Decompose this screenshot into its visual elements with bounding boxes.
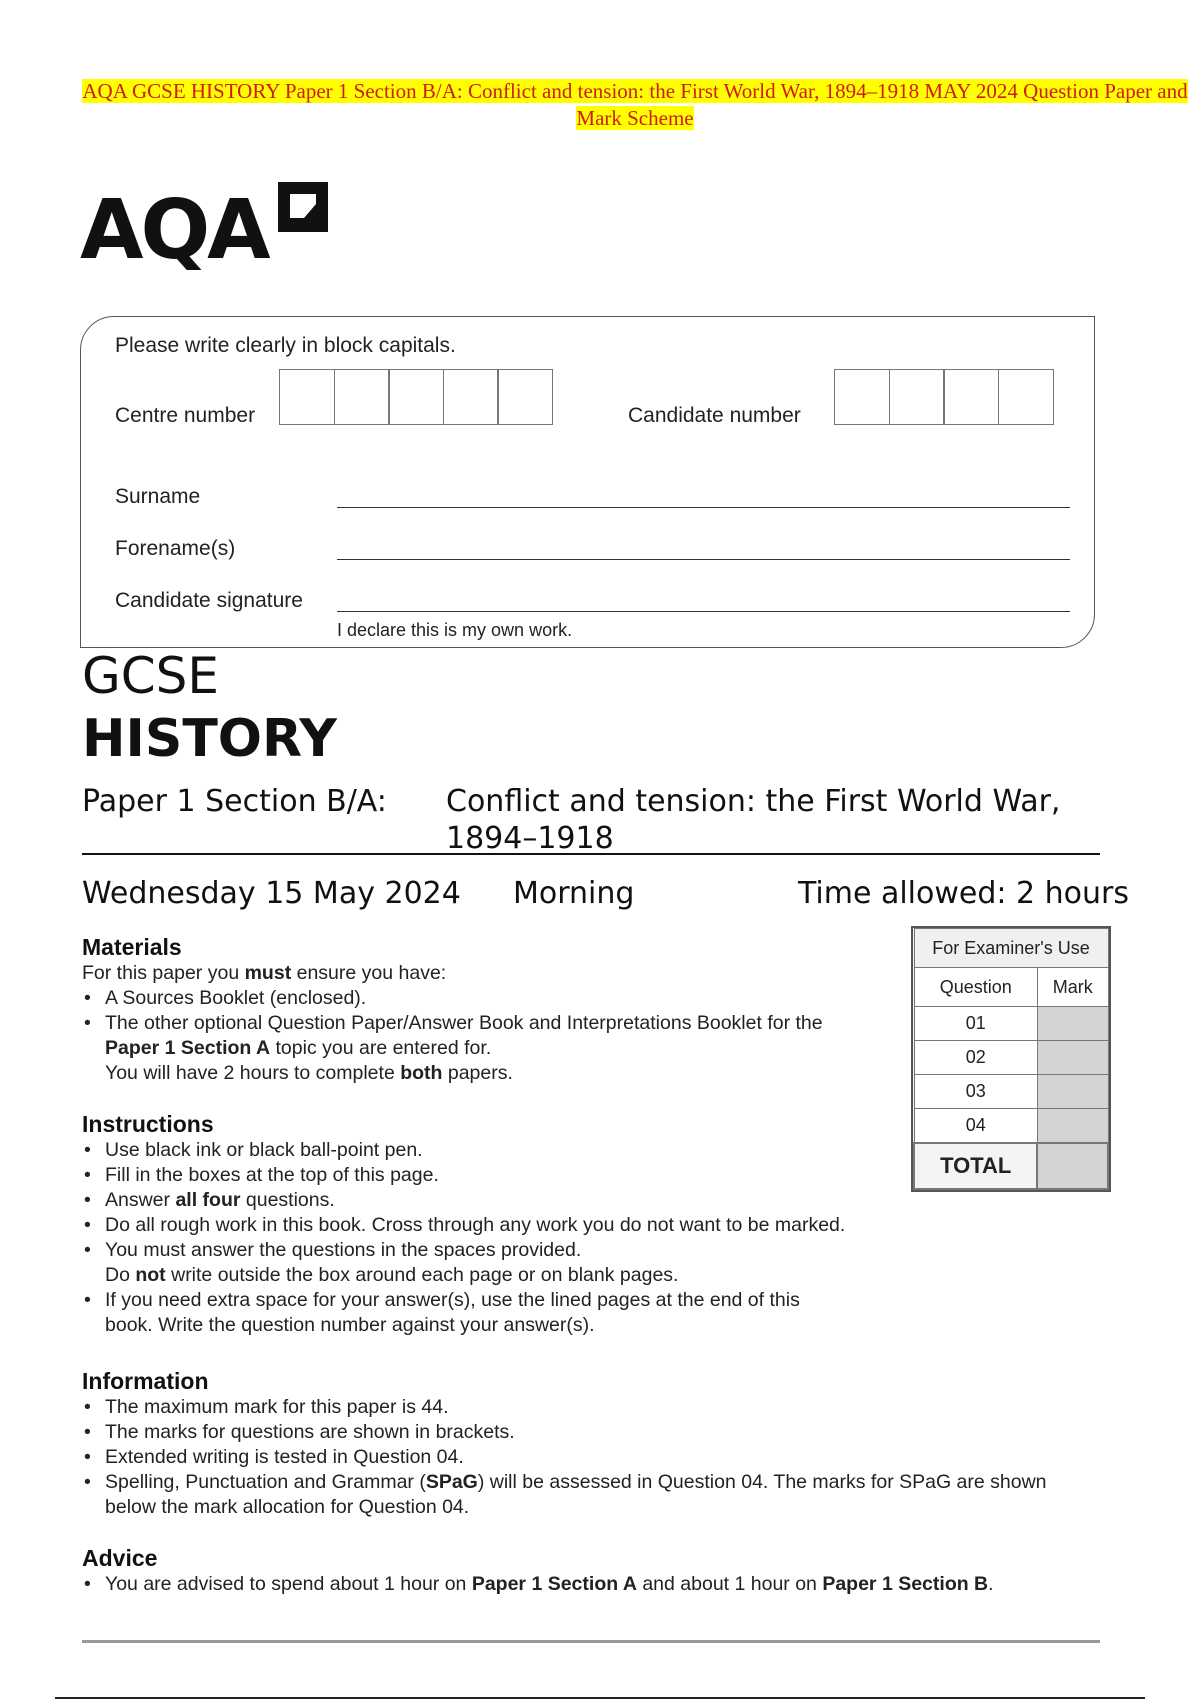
centre-number-field[interactable] <box>279 369 552 425</box>
signature-field[interactable] <box>337 611 1070 612</box>
total-row <box>914 1143 1108 1189</box>
question-number: 01 <box>914 1007 1037 1041</box>
surname-field[interactable] <box>337 507 1070 508</box>
candidate-number-label: Candidate number <box>628 404 801 427</box>
list-item: • Answer all four questions. <box>82 1188 962 1213</box>
list-item: • Do all rough work in this book. Cross through any work you do not want to be marked. <box>82 1213 962 1238</box>
logo-text: AQA <box>80 183 268 278</box>
examiners-use-table <box>911 926 1111 1192</box>
examiners-use-title: For Examiner's Use <box>914 929 1108 968</box>
aqa-logo <box>80 178 332 278</box>
materials-intro: For this paper you must ensure you have: <box>82 962 447 984</box>
instructions-heading: Instructions <box>82 1111 214 1137</box>
centre-digit-box[interactable] <box>497 369 553 425</box>
centre-digit-box[interactable] <box>334 369 390 425</box>
materials-section <box>82 934 872 1086</box>
topic-title-line2: 1894–1918 <box>446 821 614 856</box>
centre-digit-box[interactable] <box>388 369 444 425</box>
instructions-section <box>82 1111 962 1338</box>
declaration-text: I declare this is my own work. <box>337 620 573 640</box>
list-item: • The other optional Question Paper/Answer Book and Interpretations Booklet for the Paper 1 Section A topic you are entered for. You will have 2 hours to complete both papers. <box>82 1011 872 1086</box>
centre-digit-box[interactable] <box>279 369 335 425</box>
question-number: 02 <box>914 1041 1037 1075</box>
subject-title: HISTORY <box>82 709 337 769</box>
mark-cell <box>1037 1109 1108 1144</box>
footer-divider <box>82 1640 1100 1643</box>
title-divider <box>82 853 1100 855</box>
information-section <box>82 1368 1082 1520</box>
list-item: • Spelling, Punctuation and Grammar (SPaG) will be assessed in Question 04. The marks for SPaG are shown below the mark allocation for Question 04. <box>82 1470 1082 1520</box>
table-row <box>914 1041 1108 1075</box>
list-item: • If you need extra space for your answer(s), use the lined pages at the end of this book. Write the question number against your answer(s). <box>82 1288 805 1338</box>
qualification-title: GCSE <box>82 647 219 705</box>
candidate-digit-box[interactable] <box>998 369 1054 425</box>
banner-text: AQA GCSE HISTORY Paper 1 Section B/A: Conflict and tension: the First World War, 1894–1918 MAY 2024 Question Paper and Mark Scheme <box>82 79 1188 130</box>
document-banner <box>80 78 1190 132</box>
table-row <box>914 1075 1108 1109</box>
question-column-header: Question <box>914 968 1037 1007</box>
list-item: • You are advised to spend about 1 hour on Paper 1 Section A and about 1 hour on Paper 1 Section B. <box>82 1572 1112 1597</box>
table-row <box>914 1007 1108 1041</box>
list-item: • Extended writing is tested in Question 04. <box>82 1445 1082 1470</box>
list-item: • You must answer the questions in the spaces provided. Do not write outside the box around each page or on blank pages. <box>82 1238 962 1288</box>
list-item: • The maximum mark for this paper is 44. <box>82 1395 1082 1420</box>
forename-label: Forename(s) <box>115 537 236 560</box>
logo-mark-icon <box>270 178 332 240</box>
question-number: 03 <box>914 1075 1037 1109</box>
mark-cell <box>1037 1007 1108 1041</box>
advice-section <box>82 1545 1112 1597</box>
advice-heading: Advice <box>82 1545 158 1571</box>
exam-session: Morning <box>513 876 635 911</box>
block-capitals-instruction: Please write clearly in block capitals. <box>115 334 456 357</box>
list-item: • Use black ink or black ball-point pen. <box>82 1138 962 1163</box>
list-item: • The marks for questions are shown in brackets. <box>82 1420 1082 1445</box>
materials-heading: Materials <box>82 934 182 960</box>
mark-cell <box>1037 1041 1108 1075</box>
candidate-digit-box[interactable] <box>889 369 945 425</box>
paper-title: Paper 1 Section B/A: <box>82 784 387 819</box>
table-row <box>914 1109 1108 1144</box>
list-item: • A Sources Booklet (enclosed). <box>82 986 872 1011</box>
forename-field[interactable] <box>337 559 1070 560</box>
total-label: TOTAL <box>914 1143 1037 1189</box>
mark-cell <box>1037 1075 1108 1109</box>
exam-date: Wednesday 15 May 2024 <box>82 876 461 911</box>
list-item: • Fill in the boxes at the top of this page. <box>82 1163 962 1188</box>
candidate-number-field[interactable] <box>834 369 1052 425</box>
information-heading: Information <box>82 1368 209 1394</box>
topic-title-line1: Conflict and tension: the First World War, <box>446 784 1061 819</box>
page-edge <box>55 1697 1145 1699</box>
candidate-digit-box[interactable] <box>834 369 890 425</box>
centre-number-label: Centre number <box>115 404 256 427</box>
mark-column-header: Mark <box>1037 968 1108 1007</box>
candidate-digit-box[interactable] <box>943 369 999 425</box>
question-number: 04 <box>914 1109 1037 1144</box>
centre-digit-box[interactable] <box>443 369 499 425</box>
time-allowed: Time allowed: 2 hours <box>798 876 1130 911</box>
signature-label: Candidate signature <box>115 589 303 612</box>
total-mark-cell <box>1037 1143 1108 1189</box>
surname-label: Surname <box>115 485 201 508</box>
